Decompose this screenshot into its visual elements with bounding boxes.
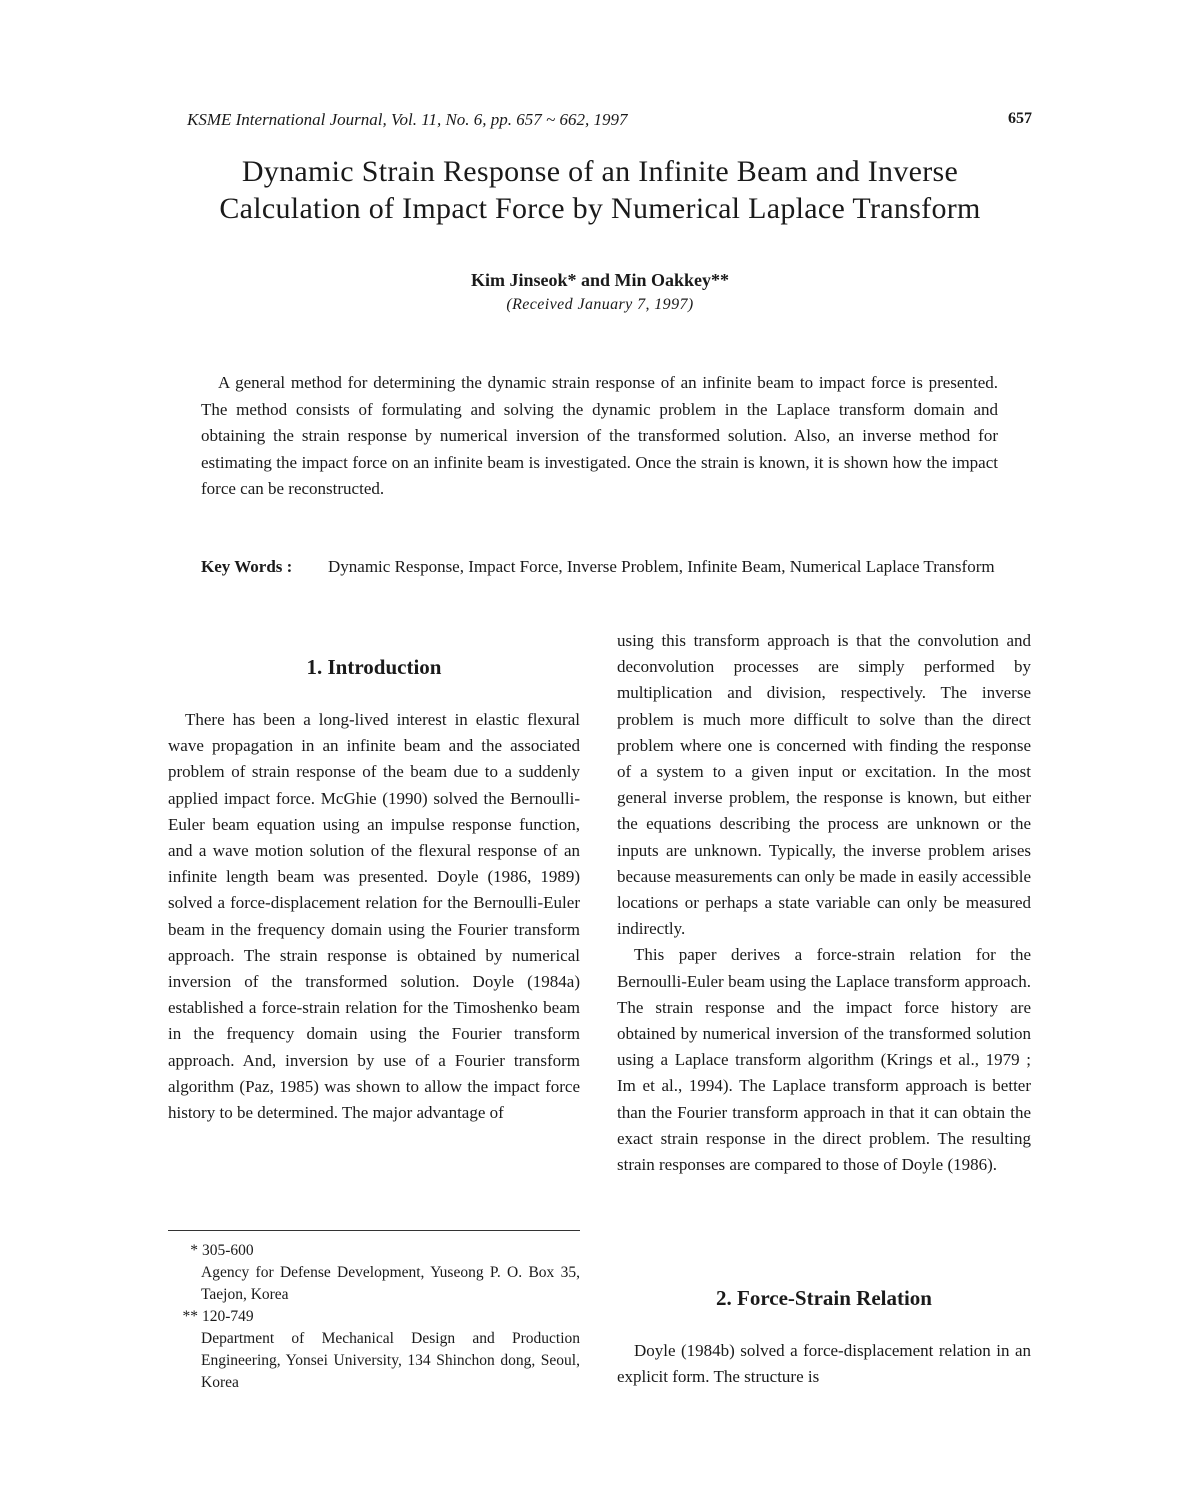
keywords-label: Key Words : [201, 557, 293, 576]
intro-paragraph-1-continued: using this transform approach is that the convolution and deconvolution processes are simply performed by multiplication and division, respectively. The inverse problem is much more difficult to solve than the direct problem where one is concerned with finding the response of a system to a given input or excitation. In the most general inverse problem, the response is known, but either the equations describing the process are unknown or the inputs are unknown. Typically, the inverse problem arises because measurements can only be made in easily accessible locations or perhaps a state variable can only be measured indirectly. [617, 631, 1031, 939]
footnote-2-text: Department of Mechanical Design and Production Engineering, Yonsei University, 134 Shinchon dong, Seoul, Korea [201, 1330, 580, 1391]
title-line-1: Dynamic Strain Response of an Infinite Beam and Inverse [241, 155, 959, 188]
column-right [617, 628, 1031, 1178]
section-heading-introduction: 1. Introduction [306, 655, 442, 679]
authors: Kim Jinseok* and Min Oakkey** [470, 270, 730, 290]
keywords [201, 554, 1001, 581]
title-line-2: Calculation of Impact Force by Numerical Laplace Transform [219, 192, 981, 225]
intro-paragraph-2: This paper derives a force-strain relation for the Bernoulli-Euler beam using the Laplace transform approach. The strain response and the impact force history are obtained by numerical inversion of the transformed solution using a Laplace transform algorithm (Krings et al., 1979 ; Im et al., 1994). The Laplace transform approach is better than the Fourier transform approach in that it can obtain the exact strain response in the direct problem. The resulting strain responses are compared to those of Doyle (1986). [617, 945, 1031, 1175]
footnote-1-text: Agency for Defense Development, Yuseong P. O. Box 35, Taejon, Korea [201, 1264, 580, 1303]
intro-paragraph-1: There has been a long-lived interest in elastic flexural wave propagation in an infinite beam and the associated problem of strain response of the beam due to a suddenly applied impact force. McGhie (1990) solved the Bernoulli-Euler beam equation using an impulse response function, and a wave motion solution of the flexural response of an infinite length beam was presented. Doyle (1986, 1989) solved a force-displacement relation for the Bernoulli-Euler beam in the frequency domain using the Fourier transform approach. The strain response is obtained by numerical inversion of the transformed solution. Doyle (1984a) established a force-strain relation for the Timoshenko beam in the frequency domain using the Fourier transform approach. And, inversion by use of a Fourier transform algorithm (Paz, 1985) was shown to allow the impact force history to be determined. The major advantage of [168, 710, 580, 1123]
column-left [168, 707, 580, 1126]
section2-paragraph-1: Doyle (1984b) solved a force-displacement relation in an explicit form. The structure is [617, 1341, 1031, 1387]
page-number: 657 [1008, 110, 1032, 127]
received-date: (Received January 7, 1997) [506, 296, 694, 313]
footnote-divider [168, 1230, 580, 1231]
keywords-value: Dynamic Response, Impact Force, Inverse Problem, Infinite Beam, Numerical Laplace Transform [328, 557, 995, 576]
journal-citation: KSME International Journal, Vol. 11, No. 6, pp. 657 ~ 662, 1997 [187, 110, 628, 129]
footnotes [168, 1240, 580, 1394]
paper-title [120, 153, 1080, 227]
abstract: A general method for determining the dynamic strain response of an infinite beam to impact force is presented. The method consists of formulating and solving the dynamic problem in the Laplace transform domain and obtaining the strain response by numerical inversion of the transformed solution. Also, an inverse method for estimating the impact force on an infinite beam is investigated. Once the strain is known, it is shown how the impact force can be reconstructed. [201, 373, 998, 498]
section-heading-force-strain: 2. Force-Strain Relation [716, 1286, 932, 1310]
footnote-2-code: ** 120-749 [182, 1308, 254, 1325]
footnote-1-code: * 305-600 [190, 1242, 254, 1259]
running-header [187, 110, 1032, 130]
section2-body [617, 1338, 1031, 1390]
